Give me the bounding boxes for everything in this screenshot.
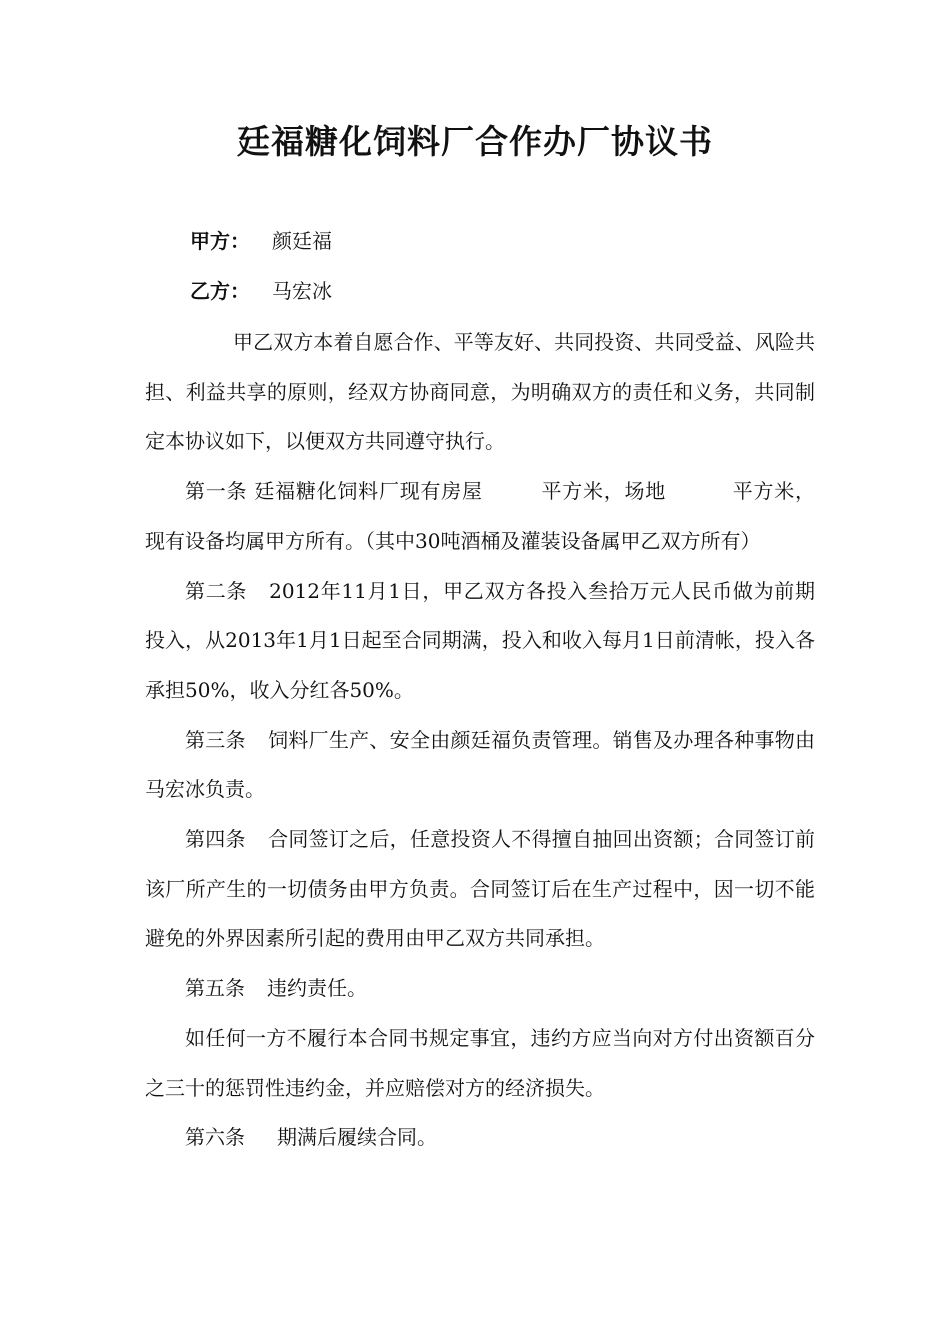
article-4 [145, 815, 815, 964]
article-6 [145, 1113, 815, 1163]
article-2-text: 2012年11月1日，甲乙双方各投入叁拾万元人民币做为前期投入，从2013年1月1日起至合同期满，投入和收入每月1日前清帐，投入各承担50%，收入分红各50%。 [145, 578, 816, 702]
article-1-text-part3: 平方米，现有设备均属甲方所有。（其中30吨酒桶及灌装设备属甲乙双方所有） [145, 479, 816, 553]
agreement-body [145, 318, 815, 1163]
article-5-text: 违约责任。 [267, 976, 367, 1001]
article-1-text-part2: 平方米，场地 [540, 479, 667, 504]
document-title: 廷福糖化饲料厂合作办厂协议书 [237, 122, 713, 161]
party-b-line [190, 273, 332, 309]
article-4-heading: 第四条 [185, 827, 246, 852]
article-1 [145, 467, 815, 566]
article-4-text: 合同签订之后，任意投资人不得擅自抽回出资额；合同签订前该厂所产生的一切债务由甲方负责。合同签订后在生产过程中，因一切不能避免的外界因素所引起的费用由甲乙双方共同承担。 [145, 827, 816, 951]
article-3-text: 饲料厂生产、安全由颜廷福负责管理。销售及办理各种事物由马宏冰负责。 [145, 727, 816, 802]
article-2-heading: 第二条 [185, 578, 248, 603]
party-b-name: 马宏冰 [272, 279, 332, 303]
party-a-name: 颜廷福 [272, 229, 332, 253]
party-a-line [190, 223, 332, 259]
article-6-heading: 第六条 [185, 1125, 245, 1150]
article-1-heading: 第一条 [185, 479, 248, 504]
preamble-paragraph: 甲乙双方本着自愿合作、平等友好、共同投资、共同受益、风险共担、利益共享的原则，经双方协商同意，为明确双方的责任和义务，共同制定本协议如下，以便双方共同遵守执行。 [145, 330, 815, 454]
article-2 [145, 567, 815, 716]
party-b-label: 乙方： [190, 279, 250, 303]
article-6-text: 期满后履续合同。 [277, 1125, 437, 1150]
party-a-label: 甲方： [190, 229, 250, 253]
article-5-heading: 第五条 [185, 976, 245, 1001]
article-5 [145, 964, 815, 1014]
article-1-text-part1: 廷福糖化饲料厂现有房屋 [254, 479, 483, 504]
article-3-heading: 第三条 [185, 727, 246, 752]
article-5-detail [145, 1014, 815, 1113]
article-5-detail-text: 如任何一方不履行本合同书规定事宜，违约方应当向对方付出资额百分之三十的惩罚性违约金，并应赔偿对方的经济损失。 [145, 1025, 815, 1100]
article-3 [145, 716, 815, 815]
